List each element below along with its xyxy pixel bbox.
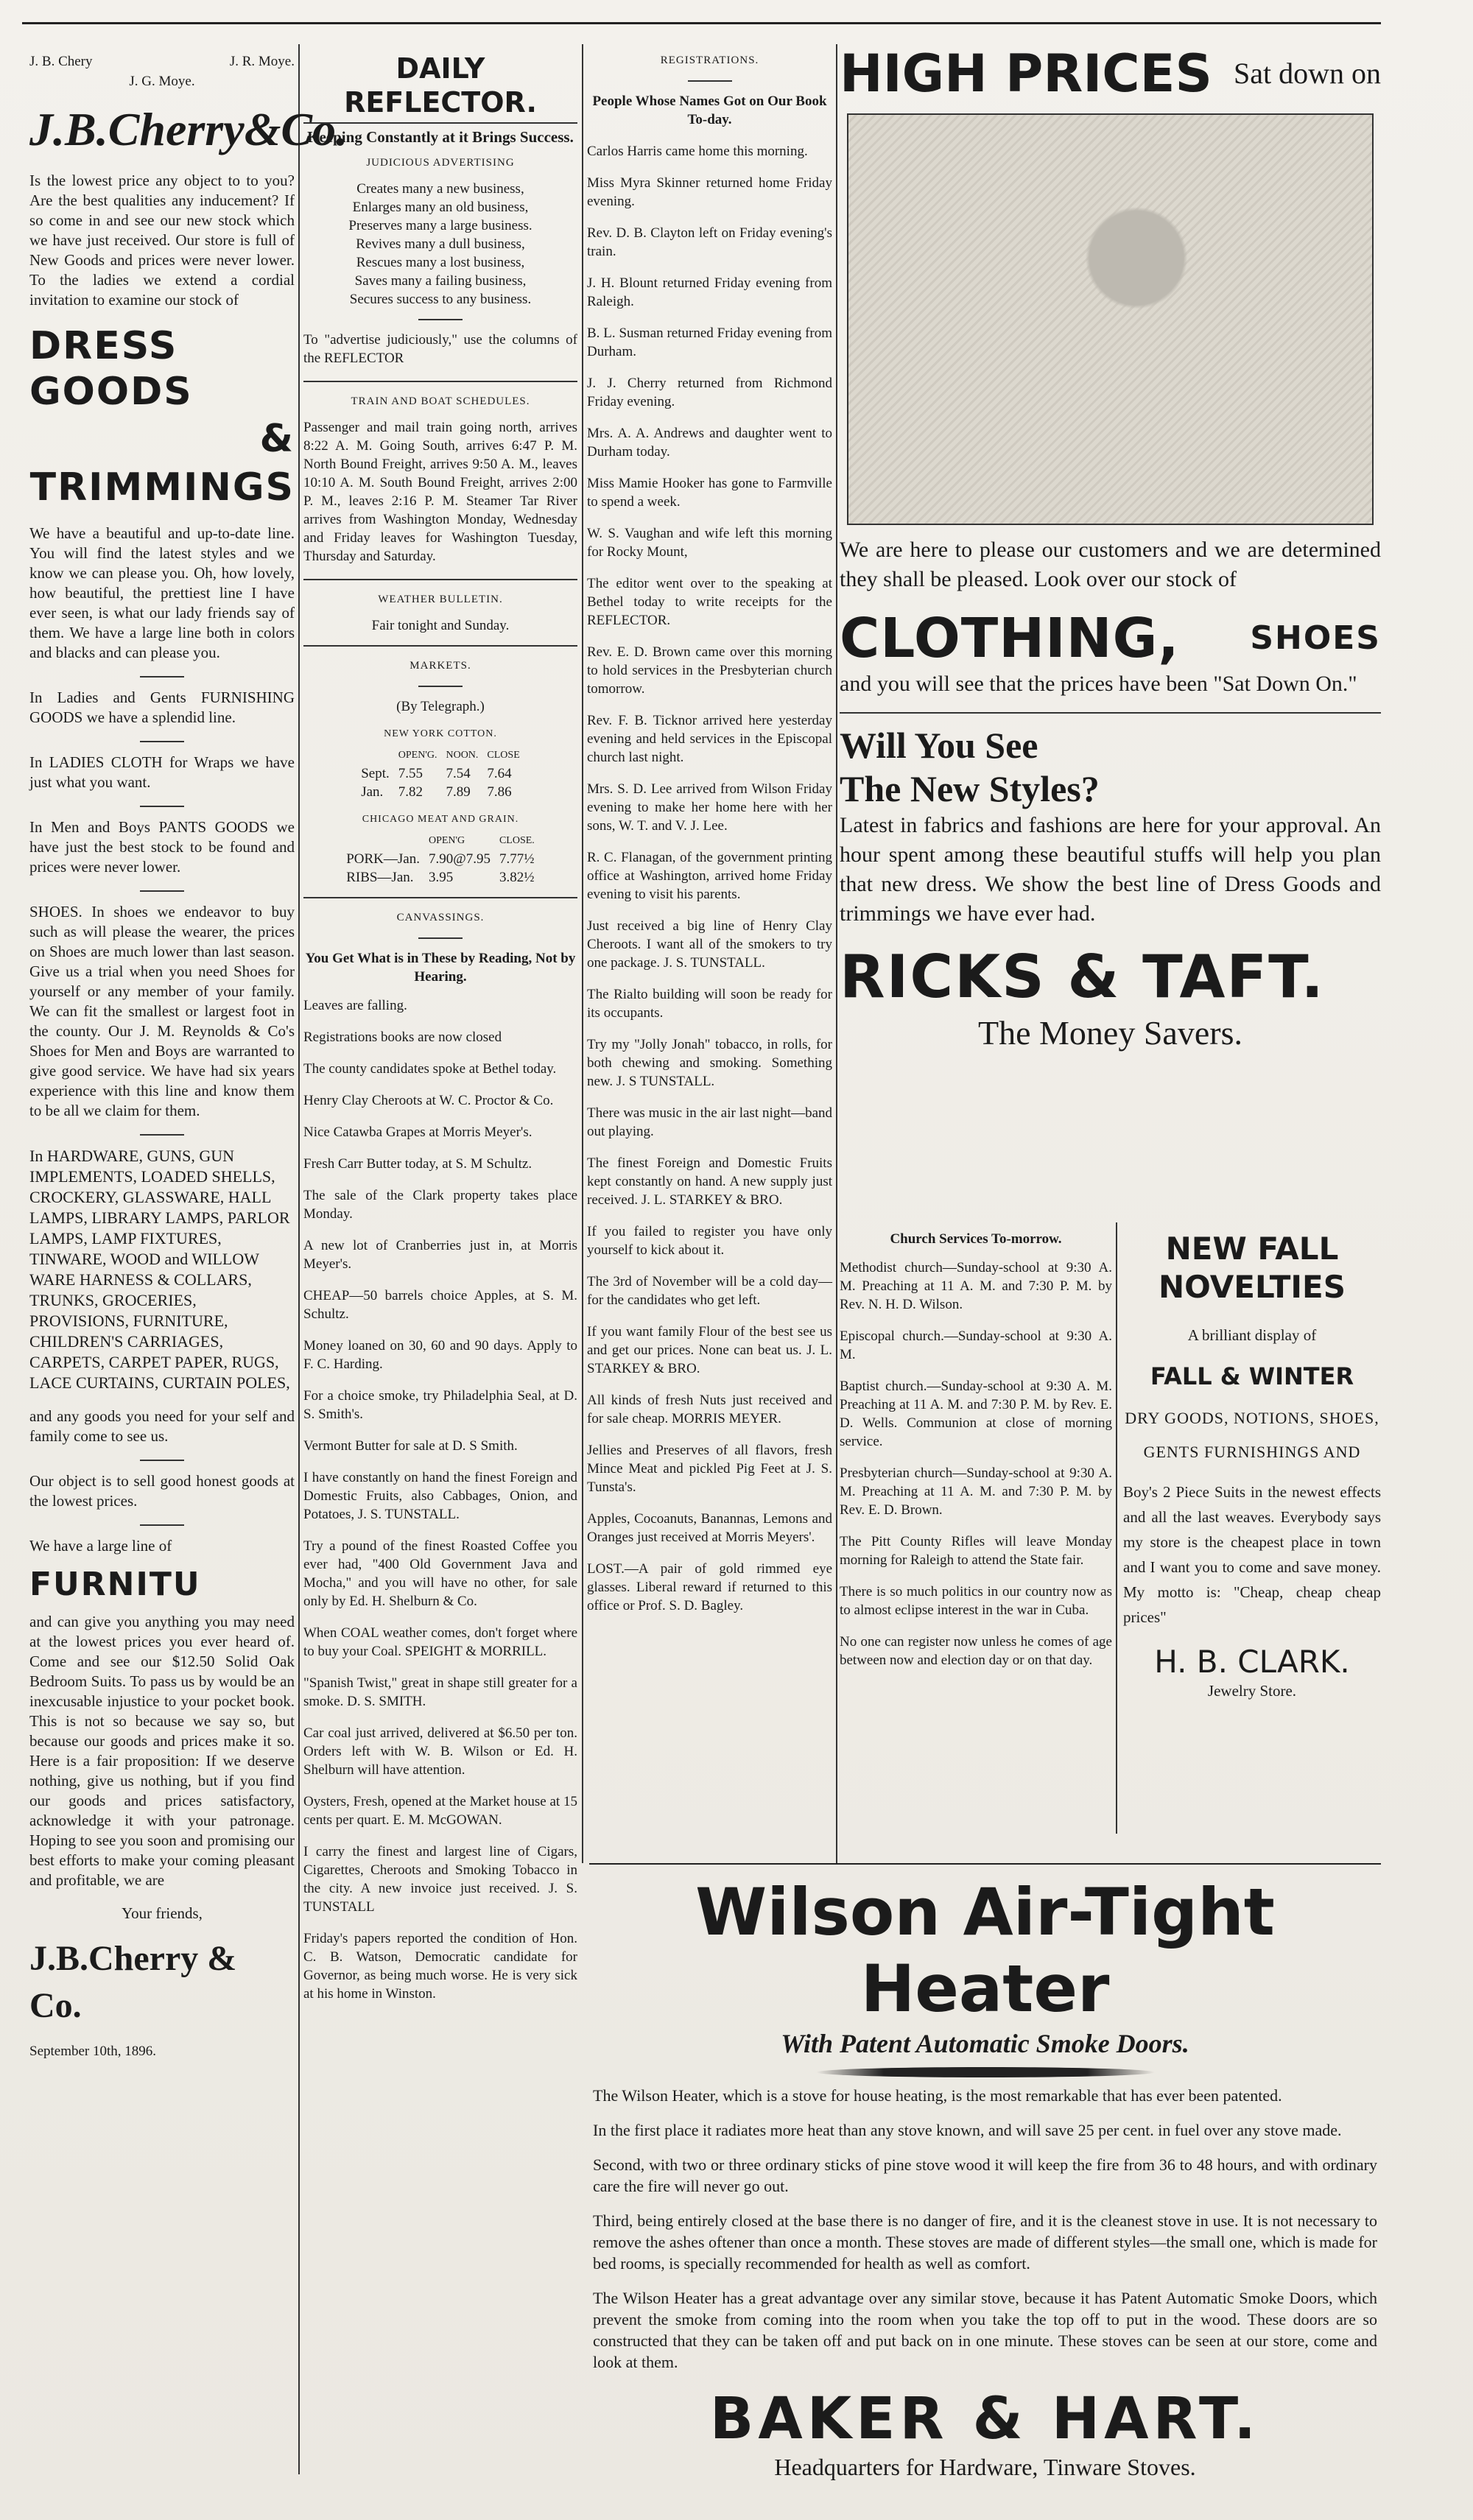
clothing-heading: CLOTHING, xyxy=(840,607,1180,670)
list-item: J. H. Blount returned Friday evening from Raleigh. xyxy=(587,275,832,309)
list-item: For a choice smoke, try Philadelphia Seal, at D. S. Smith's. xyxy=(303,1388,577,1422)
firm-name: J.B.Cherry&Co. xyxy=(29,103,348,155)
list-item: Vermont Butter for sale at D. S Smith. xyxy=(303,1438,518,1454)
high-prices-heading: HIGH PRICES xyxy=(840,43,1212,104)
list-item: Miss Mamie Hooker has gone to Farmville to spend a week. xyxy=(587,476,832,510)
list-item: Methodist church—Sunday-school at 9:30 A. M. Preaching at 11 A. M. and 7:30 P. M. by Rev. N. H. D. Wilson. xyxy=(840,1260,1112,1312)
table-cell: 7.90@7.95 xyxy=(428,851,491,867)
table-row xyxy=(342,868,539,887)
closing: Your friends, xyxy=(122,1904,203,1922)
table-cell: Jan. xyxy=(361,784,384,800)
trimmings-heading: & TRIMMINGS xyxy=(29,417,295,510)
dry-goods-text: DRY GOODS, NOTIONS, SHOES, GENTS FURNISHINGS AND xyxy=(1125,1409,1379,1461)
table-cell: 7.54 xyxy=(446,766,471,781)
list-item: Oysters, Fresh, opened at the Market house at 15 cents per quart. E. M. McGOWAN. xyxy=(303,1794,577,1828)
grain-heading: CHICAGO MEAT AND GRAIN. xyxy=(362,814,519,825)
list-item: Carlos Harris came home this morning. xyxy=(587,144,808,159)
heater-title: Wilson Air-Tight Heater xyxy=(695,1874,1275,2027)
cotton-heading: NEW YORK COTTON. xyxy=(384,728,497,739)
paragraph: Passenger and mail train going north, arrives 8:22 A. M. Going South, arrives 6:47 P. M. North Bound Freight, arrives 9:50 A. M., leaves 10:10 A. M. South Bound Freight, arrives 2:00 P. M., leaves 2:16 P. M. Steamer Tar River arrives from Washington Monday, Wednesday and Friday leaves for Washington Tuesday, Thursday and Saturday. xyxy=(303,420,577,564)
paragraph: In Ladies and Gents FURNISHING GOODS we have a splendid line. xyxy=(29,689,295,726)
date-line: September 10th, 1896. xyxy=(29,2044,157,2059)
table-header-cell: CLOSE. xyxy=(499,835,535,846)
clark-name: H. B. CLARK. xyxy=(1154,1644,1350,1680)
list-item: Rev. D. B. Clayton left on Friday evening's train. xyxy=(587,225,832,259)
separator xyxy=(140,676,184,677)
list-item: The Pitt County Rifles will leave Monday morning for Raleigh to attend the State fair. xyxy=(840,1534,1112,1568)
list-item: Mrs. S. D. Lee arrived from Wilson Friday evening to make her home here with her sons, W. T. and V. J. Lee. xyxy=(587,781,832,834)
table-row xyxy=(342,850,539,868)
table-header-cell: OPEN'G xyxy=(428,835,465,846)
clothing-banner xyxy=(840,608,1381,669)
dress-goods-heading: DRESS GOODS xyxy=(29,324,193,414)
separator xyxy=(418,319,463,320)
list-item: Try my "Jolly Jonah" tobacco, in rolls, for both chewing and smoking. Something new. J. S TUNSTALL. xyxy=(587,1037,832,1089)
shoes-heading: SHOES xyxy=(1250,619,1381,657)
list-item: The finest Foreign and Domestic Fruits kept constantly on hand. A new supply just received. J. L. STARKEY & BRO. xyxy=(587,1155,832,1208)
church-list xyxy=(840,1259,1112,1669)
paragraph: and can give you anything you may need at the lowest prices you ever heard of. Come and see our $12.50 Solid Oak Bedroom Suits. To pass us by would be an inexcusable injustice to your pocket book. This is not so because we say so, but because our goods and prices make it so. Here is a fair proposition: If we deserve nothing, give us nothing, but if you find our goods and prices satisfactory, acknowledge it with your patronage. Hoping to see you soon and promising our best efforts to make your coming pleasant and profitable, we are xyxy=(29,1613,295,1889)
list-item: Henry Clay Cheroots at W. C. Proctor & Co. xyxy=(303,1093,554,1108)
list-item: J. J. Cherry returned from Richmond Friday evening. xyxy=(587,376,832,409)
will-you-see-heading: Will You See xyxy=(840,725,1038,766)
grain-table xyxy=(342,831,539,887)
paragraph: We have a large line of xyxy=(29,1537,172,1555)
paragraph: In the first place it radiates more heat than any stove known, and will save 25 per cent. in fuel over any stove made. xyxy=(593,2121,1342,2139)
separator xyxy=(688,80,732,82)
table-cell: 7.89 xyxy=(446,784,471,800)
list-item: Money loaned on 30, 60 and 90 days. Apply to F. C. Harding. xyxy=(303,1338,577,1372)
list-item: The county candidates spoke at Bethel today. xyxy=(303,1061,557,1077)
list-item: The sale of the Clark property takes place Monday. xyxy=(303,1188,577,1222)
new-styles-heading: The New Styles? xyxy=(840,768,1100,809)
registrations-column xyxy=(587,52,832,1863)
list-item: Rev. F. B. Ticknor arrived here yesterday evening and held services in the Episcopal church last night. xyxy=(587,713,832,765)
table-cell: 7.64 xyxy=(487,766,512,781)
section-heading: REGISTRATIONS. xyxy=(660,54,759,66)
table-cell: 7.82 xyxy=(398,784,423,800)
list-item: There is so much politics in our country now as to almost eclipse interest in the war in Cuba. xyxy=(840,1584,1112,1618)
table-cell: PORK—Jan. xyxy=(346,851,420,867)
list-item: Presbyterian church—Sunday-school at 9:30 A. M. Preaching at 11 A. M. and 7:30 P. M. by Rev. E. D. Brown. xyxy=(840,1465,1112,1518)
advertising-lines xyxy=(303,180,577,309)
list-item: Fresh Carr Butter today, at S. M Schultz. xyxy=(303,1156,532,1172)
reflector-column xyxy=(303,52,577,2467)
list-item: The editor went over to the speaking at Bethel today to write receipts for the REFLECTOR. xyxy=(587,576,832,628)
table-header-cell: NOON. xyxy=(446,750,479,761)
paragraph: Third, being entirely closed at the base there is no danger of fire, and it is the cleanest stove in use. It is not necessary to remove the ashes oftener than once a month. These stoves are made of different styles—the small one, which is made for bed rooms, is specially recommended for health as well as comfort. xyxy=(593,2211,1377,2273)
advertising-line: Revives many a dull business, xyxy=(356,236,525,252)
section-heading: CANVASSINGS. xyxy=(396,912,485,923)
list-item: All kinds of fresh Nuts just received and for sale cheap. MORRIS MEYER. xyxy=(587,1393,832,1426)
list-item: Miss Myra Skinner returned home Friday evening. xyxy=(587,175,832,209)
telegraph-note: (By Telegraph.) xyxy=(396,699,485,714)
table-row xyxy=(356,783,524,801)
section-heading: JUDICIOUS ADVERTISING xyxy=(366,157,515,169)
table-cell: 7.55 xyxy=(398,766,423,781)
paragraph: Second, with two or three ordinary sticks of pine stove wood it will keep the fire from 36 to 48 hours, and with ordinary care the fire will never go out. xyxy=(593,2155,1377,2195)
paragraph: and you will see that the prices have been "Sat Down On." xyxy=(840,672,1357,696)
column-rule-2 xyxy=(582,44,583,1863)
table-cell xyxy=(356,746,394,764)
separator xyxy=(140,1524,184,1526)
subheading: People Whose Names Got on Our Book To-day. xyxy=(592,94,827,127)
advertising-line: Enlarges many an old business, xyxy=(352,200,529,215)
table-cell: Sept. xyxy=(361,766,390,781)
heater-subtitle: With Patent Automatic Smoke Doors. xyxy=(781,2029,1189,2058)
separator xyxy=(140,1460,184,1461)
list-item: Car coal just arrived, delivered at $6.50 per ton. Orders left with W. B. Wilson or Ed. H. Shelburn will have attention. xyxy=(303,1725,577,1778)
separator xyxy=(303,381,577,382)
section-heading: MARKETS. xyxy=(409,660,471,672)
separator xyxy=(418,686,463,687)
separator xyxy=(140,890,184,892)
paragraph: Latest in fabrics and fashions are here for your approval. An hour spent among these beautiful stuffs will help you plan that new dress. We show the best line of Dress Goods and trimmings we have ever had. xyxy=(840,813,1381,926)
cartoon-illustration xyxy=(847,113,1374,525)
table-header-cell: CLOSE xyxy=(487,750,520,761)
advertising-line: Rescues many a lost business, xyxy=(356,255,525,270)
baker-hart-sub: Headquarters for Hardware, Tinware Stoves. xyxy=(774,2454,1196,2480)
list-item: B. L. Susman returned Friday evening from Durham. xyxy=(587,325,832,359)
table-cell: RIBS—Jan. xyxy=(346,870,414,885)
list-item: The Rialto building will soon be ready for its occupants. xyxy=(587,987,832,1021)
sat-down-on-heading: Sat down on xyxy=(1234,57,1381,90)
table-header xyxy=(342,831,539,850)
list-item: Just received a big line of Henry Clay Cheroots. I want all of the smokers to try one package. J. S. TUNSTALL. xyxy=(587,918,832,971)
money-savers-heading: The Money Savers. xyxy=(978,1014,1242,1052)
paragraph: and any goods you need for your self and family come to see us. xyxy=(29,1407,295,1445)
list-item: Baptist church.—Sunday-school at 9:30 A. M. Preaching at 11 A. M. and 7:30 P. M. by Rev. E. D. Wells. Communion at close of morning service. xyxy=(840,1379,1112,1449)
separator xyxy=(140,741,184,742)
list-item: Mrs. A. A. Andrews and daughter went to Durham today. xyxy=(587,426,832,460)
text: A brilliant display of xyxy=(1187,1326,1317,1344)
advertising-line: Creates many a new business, xyxy=(356,181,524,197)
table-header-cell: OPEN'G. xyxy=(398,750,437,761)
paragraph: The Wilson Heater, which is a stove for house heating, is the most remarkable that has ever been patented. xyxy=(593,2086,1282,2105)
novelties-heading: NEW FALL NOVELTIES xyxy=(1159,1231,1346,1305)
separator xyxy=(140,1134,184,1136)
canvassings-list xyxy=(303,996,577,2003)
ornament xyxy=(816,2067,1155,2077)
list-item: Episcopal church.—Sunday-school at 9:30 A. M. xyxy=(840,1328,1112,1362)
heater-top-rule xyxy=(589,1863,1381,1865)
list-item: Jellies and Preserves of all flavors, fresh Mince Meat and pickled Pig Feet at J. S. Tunsta's. xyxy=(587,1443,832,1495)
furniture-heading: FURNITU xyxy=(29,1566,201,1603)
intro-text: Is the lowest price any object to to you? Are the best qualities any inducement? If so come in and see our new stock which we have just received. Our store is full of New Goods and prices were never lower. To the ladies we extend a cordial invitation to examine our stock of xyxy=(29,172,295,309)
cotton-table xyxy=(356,746,524,801)
advertising-line: Secures success to any business. xyxy=(349,292,532,307)
separator xyxy=(418,937,463,939)
paragraph: To "advertise judiciously," use the columns of the REFLECTOR xyxy=(303,332,577,366)
separator xyxy=(303,897,577,898)
list-item: Registrations books are now closed xyxy=(303,1030,502,1045)
table-cell: 7.86 xyxy=(487,784,512,800)
column-rule-1 xyxy=(298,44,300,2474)
list-item: Apples, Cocoanuts, Banannas, Lemons and Oranges just received at Morris Meyers'. xyxy=(587,1511,832,1545)
list-item: When COAL weather comes, don't forget where to buy your Coal. SPEIGHT & MORRILL. xyxy=(303,1625,577,1659)
list-item: "Spanish Twist," great in shape still greater for a smoke. D. S. SMITH. xyxy=(303,1675,577,1709)
paragraph: The Wilson Heater has a great advantage over any similar stove, because it has Patent Automatic Smoke Doors, which prevent the smoke from coming into the room when you take the top off to put in the wood. These doors are so constructed that they can be taken off and put back on in one minute. These stoves can be seen at our store, come and look at them. xyxy=(593,2289,1377,2371)
owners-line xyxy=(29,52,295,71)
high-prices-banner xyxy=(840,44,1381,103)
separator xyxy=(140,806,184,807)
table-cell: 3.95 xyxy=(428,870,454,885)
signature: J.B.Cherry & Co. xyxy=(29,1939,237,2025)
table-cell: 3.82½ xyxy=(499,870,535,885)
registrations-list xyxy=(587,142,832,1615)
table-header xyxy=(356,746,524,764)
separator xyxy=(303,645,577,647)
section-heading: TRAIN AND BOAT SCHEDULES. xyxy=(351,395,530,407)
column-rule-4 xyxy=(1116,1222,1117,1834)
clark-sub: Jewelry Store. xyxy=(1207,1682,1297,1700)
list-item: There was music in the air last night—band out playing. xyxy=(587,1105,832,1139)
list-item: Friday's papers reported the condition of Hon. C. B. Watson, Democratic candidate for Governor, as being much worse. He is very sick at his home in Winston. xyxy=(303,1931,577,2002)
table-row xyxy=(356,764,524,783)
paragraph: We have a beautiful and up-to-date line. You will find the latest styles and we know we can please you. Oh, how lovely, how beautiful, the prettiest line I have ever seen, is what our lady friends say of them. We have a large line both in colors and blacks and can please you. xyxy=(29,524,295,661)
list-item: No one can register now unless he comes of age between now and election day or on that day. xyxy=(840,1634,1112,1668)
list-item: LOST.—A pair of gold rimmed eye glasses. Liberal reward if returned to this office or Prof. S. D. Bagley. xyxy=(587,1561,832,1613)
table-cell xyxy=(342,831,424,850)
section-heading: WEATHER BULLETIN. xyxy=(378,594,503,605)
heater-advertisement xyxy=(593,1874,1377,2480)
owner-right: J. R. Moye. xyxy=(229,54,295,69)
list-item: The 3rd of November will be a cold day—for the candidates who get left. xyxy=(587,1274,832,1308)
table-cell: 7.77½ xyxy=(499,851,535,867)
fall-winter-heading: FALL & WINTER xyxy=(1150,1362,1354,1390)
advertising-line: Saves many a failing business, xyxy=(354,273,527,289)
church-services xyxy=(840,1230,1112,1841)
list-item: A new lot of Cranberries just in, at Morris Meyer's. xyxy=(303,1238,577,1272)
paragraph: In Men and Boys PANTS GOODS we have just the best stock to be found and prices were never lower. xyxy=(29,818,295,876)
column-rule-3 xyxy=(836,44,837,1863)
clark-advertisement xyxy=(1123,1230,1381,1841)
paragraph: In LADIES CLOTH for Wraps we have just what you want. xyxy=(29,753,295,791)
paragraph: Our object is to sell good honest goods at the lowest prices. xyxy=(29,1472,295,1510)
list-item: Rev. E. D. Brown came over this morning to hold services in the Presbyterian church tomorrow. xyxy=(587,644,832,697)
paragraph: In HARDWARE, GUNS, GUN IMPLEMENTS, LOADED SHELLS, CROCKERY, GLASSWARE, HALL LAMPS, LIBRARY LAMPS, PARLOR LAMPS, LAMP FIXTURES, TINWARE, WOOD and WILLOW WARE HARNESS & COLLARS, TRUNKS, GROCERIES, PROVISIONS, FURNITURE, CHILDREN'S CARRIAGES, CARPETS, CARPET PAPER, RUGS, LACE CURTAINS, CURTAIN POLES, xyxy=(29,1147,290,1392)
advertising-line: Preserves many a large business. xyxy=(348,218,532,233)
top-rule xyxy=(22,22,1381,24)
list-item: Try a pound of the finest Roasted Coffee you ever had, "400 Old Government Java and Mocha," and you will have no other, for sale only by Ed. H. Shelburn & Co. xyxy=(303,1538,577,1609)
subheading: You Get What is in These by Reading, Not by Hearing. xyxy=(305,951,576,985)
section-heading: Church Services To-morrow. xyxy=(890,1231,1062,1247)
list-item: If you want family Flour of the best see us and get our prices. None can beat us. J. L. STARKEY & BRO. xyxy=(587,1324,832,1376)
paragraph: SHOES. In shoes we endeavor to buy such as will please the wearer, the prices on Shoes are much lower than last season. Give us a trial when you need Shoes for yourself or any member of your family. We can fit the smallest or largest foot in the county. Our J. M. Reynolds & Co's Shoes for Men and Boys are warranted to give good service. We have had six years experience with this line and know them to be all we claim for them. xyxy=(29,903,295,1119)
paragraph: We are here to please our customers and we are determined they shall be pleased. Look over our stock of xyxy=(840,538,1381,591)
owner-sub: J. G. Moye. xyxy=(129,74,195,89)
tagline: Keeping Constantly at it Brings Success. xyxy=(307,128,574,146)
owner-left: J. B. Chery xyxy=(29,54,93,69)
ricks-taft-advertisement xyxy=(840,44,1381,1222)
list-item: R. C. Flanagan, of the government printing office at Washington, arrived home Friday evening to visit his parents. xyxy=(587,850,832,902)
separator xyxy=(303,579,577,580)
paragraph: Boy's 2 Piece Suits in the newest effects and all the last weaves. Everybody says my store is the cheapest place in town and I want you to come and save money. My motto is: "Cheap, cheap cheap prices" xyxy=(1123,1483,1381,1626)
list-item: CHEAP—50 barrels choice Apples, at S. M. Schultz. xyxy=(303,1288,577,1322)
list-item: I have constantly on hand the finest Foreign and Domestic Fruits, also Cabbages, Onion, and Potatoes, J. S. TUNSTALL. xyxy=(303,1470,577,1522)
list-item: Leaves are falling. xyxy=(303,998,407,1013)
separator xyxy=(840,712,1381,714)
baker-hart-heading: BAKER & HART. xyxy=(709,2386,1261,2452)
list-item: If you failed to register you have only yourself to kick about it. xyxy=(587,1224,832,1258)
list-item: Nice Catawba Grapes at Morris Meyer's. xyxy=(303,1125,532,1140)
masthead: DAILY REFLECTOR. xyxy=(303,52,577,124)
list-item: I carry the finest and largest line of Cigars, Cigarettes, Cheroots and Smoking Tobacco in the city. A new invoice just received. J. S. TUNSTALL xyxy=(303,1844,577,1915)
list-item: W. S. Vaughan and wife left this morning for Rocky Mount, xyxy=(587,526,832,560)
cherry-advertisement xyxy=(29,52,348,2467)
ricks-taft-heading: RICKS & TAFT. xyxy=(840,943,1325,1011)
weather-text: Fair tonight and Sunday. xyxy=(371,618,510,633)
